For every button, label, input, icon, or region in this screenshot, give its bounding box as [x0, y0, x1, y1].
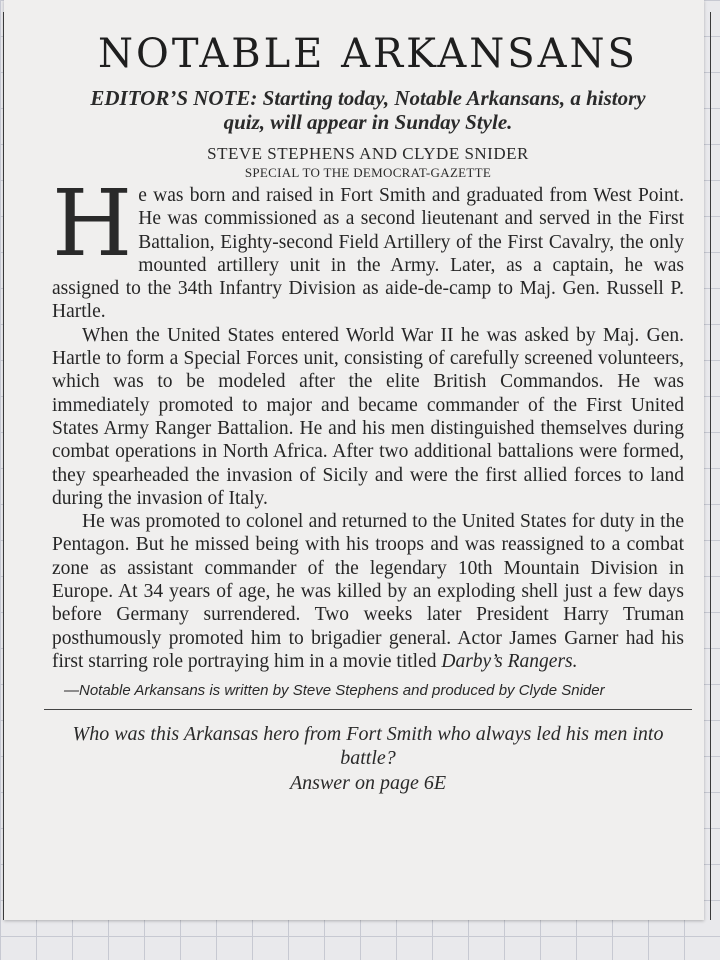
paragraph-1-text: e was born and raised in Fort Smith and graduated from West Point. He was commissioned as a second lieutenant and served in the First Battalion, Eighty-second Field Artillery of the First Cavalry, the only mounted artillery unit in the Army. Later, as a captain, he was assigned to the 34th Infantry Division as aide-de-camp to Maj. Gen. Russell P. Hartle.	[52, 185, 684, 323]
headline: NOTABLE ARKANSANS	[98, 31, 638, 77]
paragraph-2: When the United States entered World War II he was asked by Maj. Gen. Hartle to form a Special Forces unit, consisting of carefully screened volunteers, which was to be modeled after the elite British Commandos. He was immediately promoted to major and became commander of the First United States Army Ranger Battalion. He and his men distinguished themselves during combat operations in North Africa. After two additional battalions were formed, they spearheaded the invasion of Sicily and were the first allied forces to land during the invasion of Italy.	[52, 324, 684, 509]
divider	[44, 709, 692, 710]
drop-cap: H	[52, 170, 133, 277]
quiz-question: Who was this Arkansas hero from Fort Smith who always led his men into battle?	[72, 723, 664, 770]
signoff: —Notable Arkansans is written by Steve Stephens and produced by Clyde Snider	[64, 682, 605, 700]
paragraph-3	[52, 510, 684, 673]
byline: STEVE STEPHENS AND CLYDE SNIDER	[207, 144, 529, 163]
article	[52, 28, 684, 796]
editor-note: EDITOR’S NOTE: Starting today, Notable Arkansans, a history quiz, will appear in Sunday Style.	[90, 86, 646, 134]
paragraph-3-text: He was promoted to colonel and returned to the United States for duty in the Pentagon. But he missed being with his troops and was reassigned to a combat zone as assistant commander of the legendary 10th Mountain Division in Europe. At 34 years of age, he was killed by an exploding shell just a few days before Germany surrendered. Two weeks later President Harry Truman posthumously promoted him to brigadier general. Actor James Garner had his first starring role portraying him in a movie titled	[52, 511, 684, 672]
movie-title: Darby’s Rangers.	[441, 650, 578, 672]
answer-reference: Answer on page 6E	[289, 772, 447, 795]
credit-line: SPECIAL TO THE DEMOCRAT-GAZETTE	[244, 165, 492, 180]
